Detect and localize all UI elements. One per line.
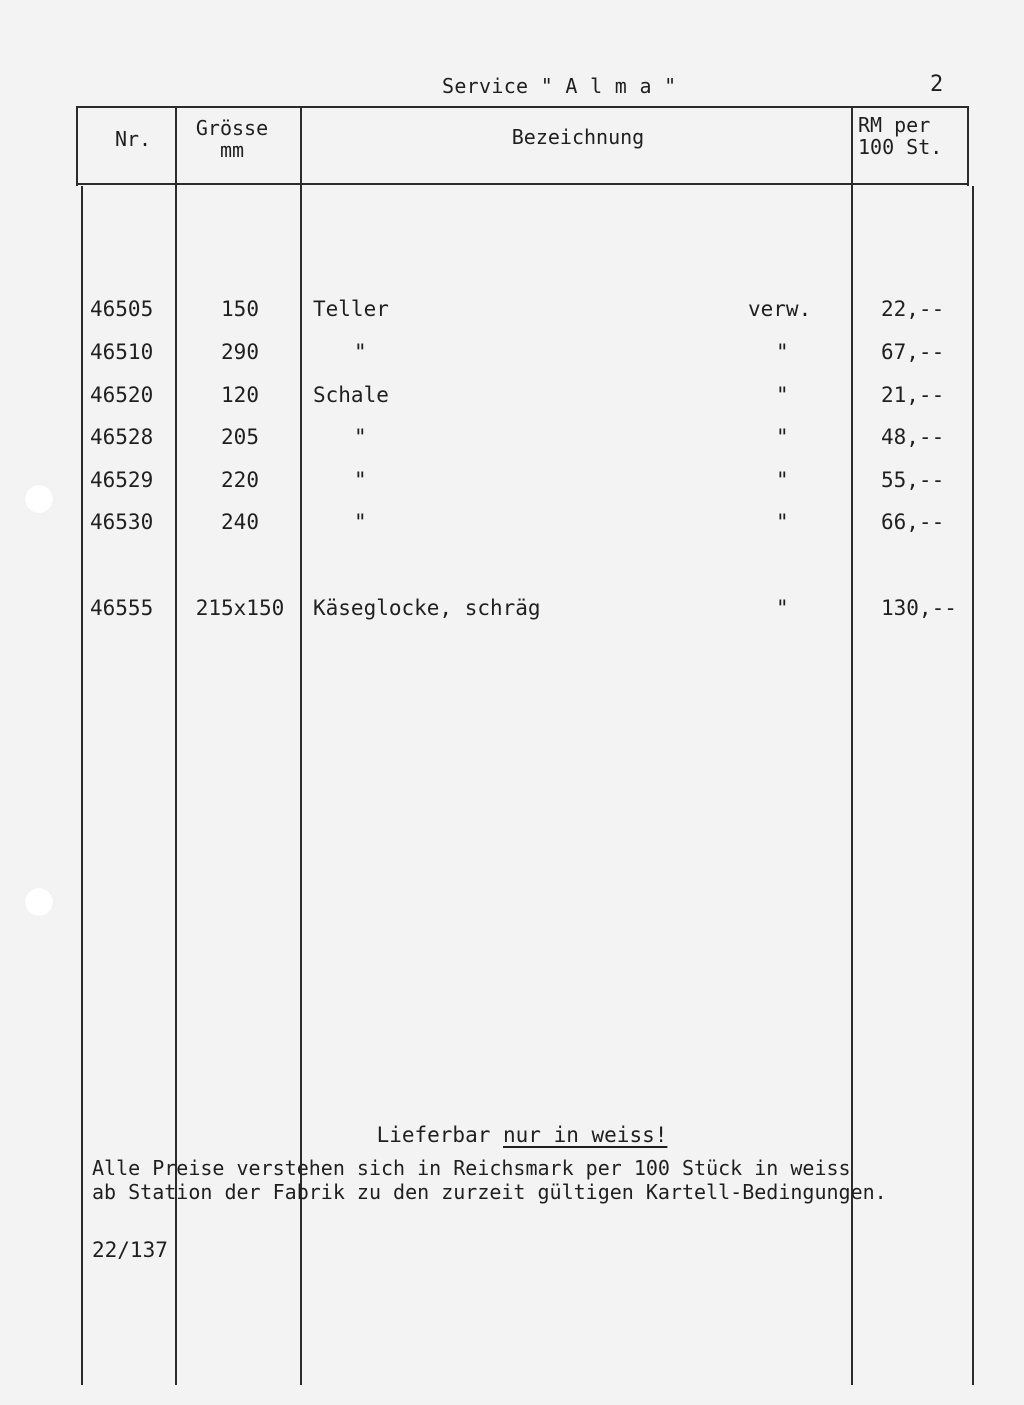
availability-note-prefix: Lieferbar [376, 1123, 504, 1147]
row-6-remark-ditto: " [776, 510, 789, 534]
row-2-size: 290 [221, 340, 259, 364]
row-4-description-ditto: " [354, 425, 367, 449]
table-left-border-lower [81, 186, 83, 1385]
row-2-price: 67,-- [881, 340, 945, 364]
punch-hole-bottom [24, 887, 54, 917]
row-1-remark: verw. [748, 297, 812, 321]
row-4-remark-ditto: " [776, 425, 789, 449]
row-6-nr: 46530 [90, 510, 154, 534]
row-5-remark-ditto: " [776, 468, 789, 492]
table-header-divider [77, 183, 969, 185]
row-3-price: 21,-- [881, 383, 945, 407]
row-1-description: Teller [313, 297, 389, 321]
row-3-remark-ditto: " [776, 383, 789, 407]
row-3-nr: 46520 [90, 383, 154, 407]
row-7-description: Käseglocke, schräg [313, 596, 541, 620]
column-header-size: Grösse mm [195, 116, 269, 162]
row-3-description: Schale [313, 383, 389, 407]
punch-hole-top [24, 484, 54, 514]
row-1-nr: 46505 [90, 297, 154, 321]
column-header-nr: Nr. [114, 127, 152, 151]
row-3-size: 120 [221, 383, 259, 407]
column-header-description: Bezeichnung [511, 125, 645, 149]
row-5-price: 55,-- [881, 468, 945, 492]
table-top-border [77, 106, 969, 108]
row-2-description-ditto: " [354, 340, 367, 364]
table-left-border-upper [76, 106, 78, 186]
page-title: Service " A l m a " [442, 74, 677, 98]
row-5-description-ditto: " [354, 468, 367, 492]
row-5-size: 220 [221, 468, 259, 492]
row-4-price: 48,-- [881, 425, 945, 449]
table-right-border-lower [972, 186, 974, 1385]
row-6-size: 240 [221, 510, 259, 534]
availability-note-emphasis: nur in weiss! [503, 1123, 668, 1147]
document-code: 22/137 [92, 1238, 168, 1262]
row-2-nr: 46510 [90, 340, 154, 364]
row-6-description-ditto: " [354, 510, 367, 534]
row-7-price: 130,-- [881, 596, 957, 620]
table-right-border-upper [967, 106, 969, 186]
page-number: 2 [930, 72, 944, 97]
row-7-remark-ditto: " [776, 596, 789, 620]
row-4-size: 205 [221, 425, 259, 449]
row-4-nr: 46528 [90, 425, 154, 449]
column-header-price: RM per 100 St. [858, 113, 943, 159]
footer-line-2: ab Station der Fabrik zu den zurzeit gültigen Kartell-Bedingungen. [92, 1180, 887, 1204]
row-5-nr: 46529 [90, 468, 154, 492]
row-2-remark-ditto: " [776, 340, 789, 364]
row-6-price: 66,-- [881, 510, 945, 534]
row-7-nr: 46555 [90, 596, 154, 620]
row-1-price: 22,-- [881, 297, 945, 321]
row-7-size: 215x150 [195, 596, 285, 620]
row-1-size: 150 [221, 297, 259, 321]
footer-line-1: Alle Preise verstehen sich in Reichsmark per 100 Stück in weiss [92, 1156, 851, 1180]
